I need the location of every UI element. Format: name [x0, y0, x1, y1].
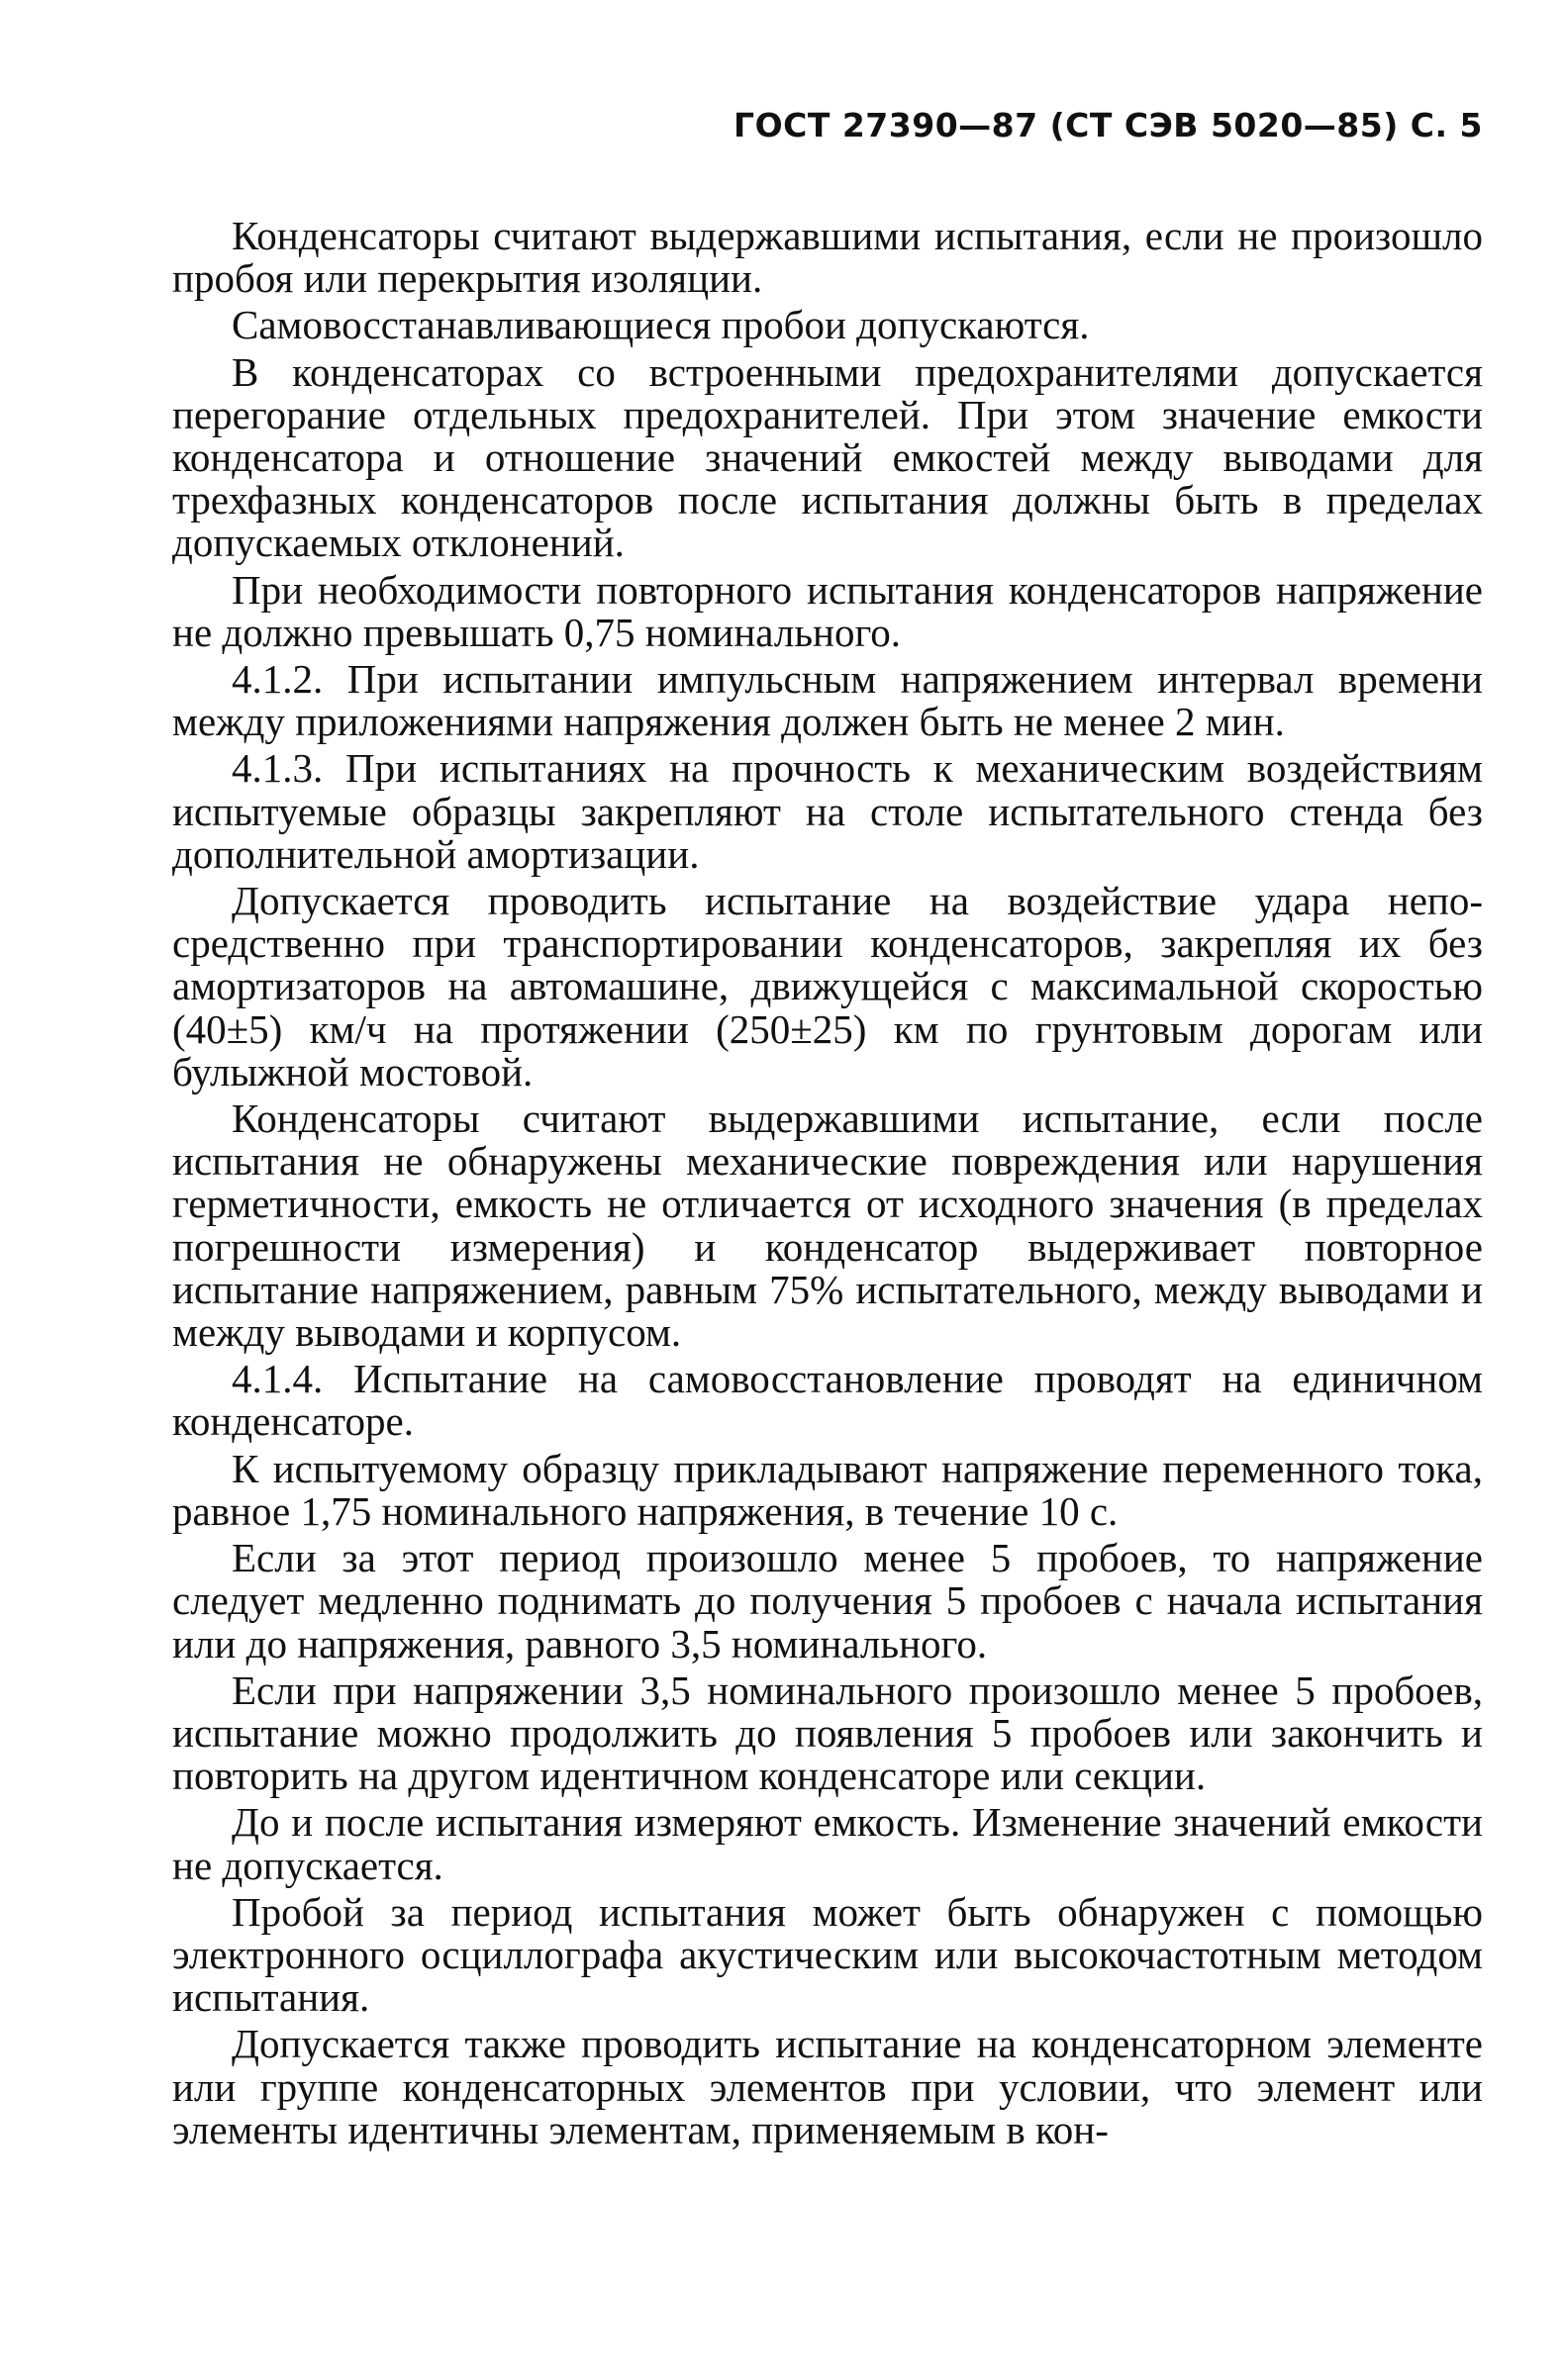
paragraph: К испытуемому образцу прикладывают напряжение переменного тока, равное 1,75 номинального напряжения, в течение 10 с. — [172, 1445, 1483, 1534]
clause-4-1-2: 4.1.2. При испытании импульсным напряжением интервал времени между приложениями напряжения должен быть не менее 2 мин. — [172, 656, 1483, 745]
paragraph: Если за этот период произошло менее 5 пробоев, то напряжение следует медленно поднимать до получения 5 пробоев с начала испытания или до напряжения, равного 3,5 номинального. — [172, 1535, 1483, 1666]
paragraph: При необходимости повторного испытания конденсаторов напряжение не должно превышать 0,75 номинального. — [172, 566, 1483, 655]
paragraph: Если при напряжении 3,5 номинального произошло менее 5 пробоев, испытание можно продолжить до появления 5 пробоев или закончить и повторить на другом идентичном конденсаторе или секции. — [172, 1666, 1483, 1799]
paragraph: До и после испытания измеряют емкость. Изменение значений емкости не допускается. — [172, 1799, 1483, 1888]
paragraph: Конденсаторы считают выдержавшими испытания, если не произошло пробоя или перекрытия изоляции. — [172, 213, 1483, 302]
clause-4-1-3: 4.1.3. При испытаниях на прочность к механическим воздействиям испытуемые образцы закрепляют на столе испытательного стенда без дополнительной амортизации. — [172, 745, 1483, 877]
paragraph: В конденсаторах со встроенными предохранителями допускается перегорание отдельных предохранителей. При этом значение емкости конденсатора и отношение значений емкостей между выводами для трехфазных конденсаторов после испытания должны быть в пределах допускаемых отклонений. — [172, 348, 1483, 566]
paragraph: Самовосстанавливающиеся пробои допускаются. — [232, 302, 1090, 348]
paragraph: Пробой за период испытания может быть обнаружен с помощью электронного осциллографа акустическим или высокочастотным методом испытания. — [172, 1888, 1483, 2021]
paragraph: Конденсаторы считают выдержавшими испытание, если после испытания не обнаружены механические повреждения или нарушения герметичности, емкость не отличается от исходного значения (в пределах погрешности измерения) и конденсатор выдерживает повторное испытание напряжением, равным 75% испытательного, между выводами и между выводами и корпусом. — [172, 1095, 1483, 1356]
body-text — [172, 215, 1483, 2151]
running-header: ГОСТ 27390—87 (СТ СЭВ 5020—85) С. 5 — [733, 106, 1483, 144]
clause-4-1-4: 4.1.4. Испытание на самовосстановление проводят на единичном конденсаторе. — [172, 1356, 1483, 1445]
paragraph: Допускается также проводить испытание на конденсаторном элементе или группе конденсаторных элементов при условии, что элемент или элементы идентичны элементам, применяемым в кон- — [172, 2021, 1483, 2152]
paragraph: Допускается проводить испытание на воздействие удара непосредственно при транспортировании конденсаторов, закрепляя их без амортизаторов на автомашине, движущейся с максимальной скоростью (40±5) км/ч на протяжении (250±25) км по грунтовым дорогам или булыжной мостовой. — [172, 878, 1483, 1095]
